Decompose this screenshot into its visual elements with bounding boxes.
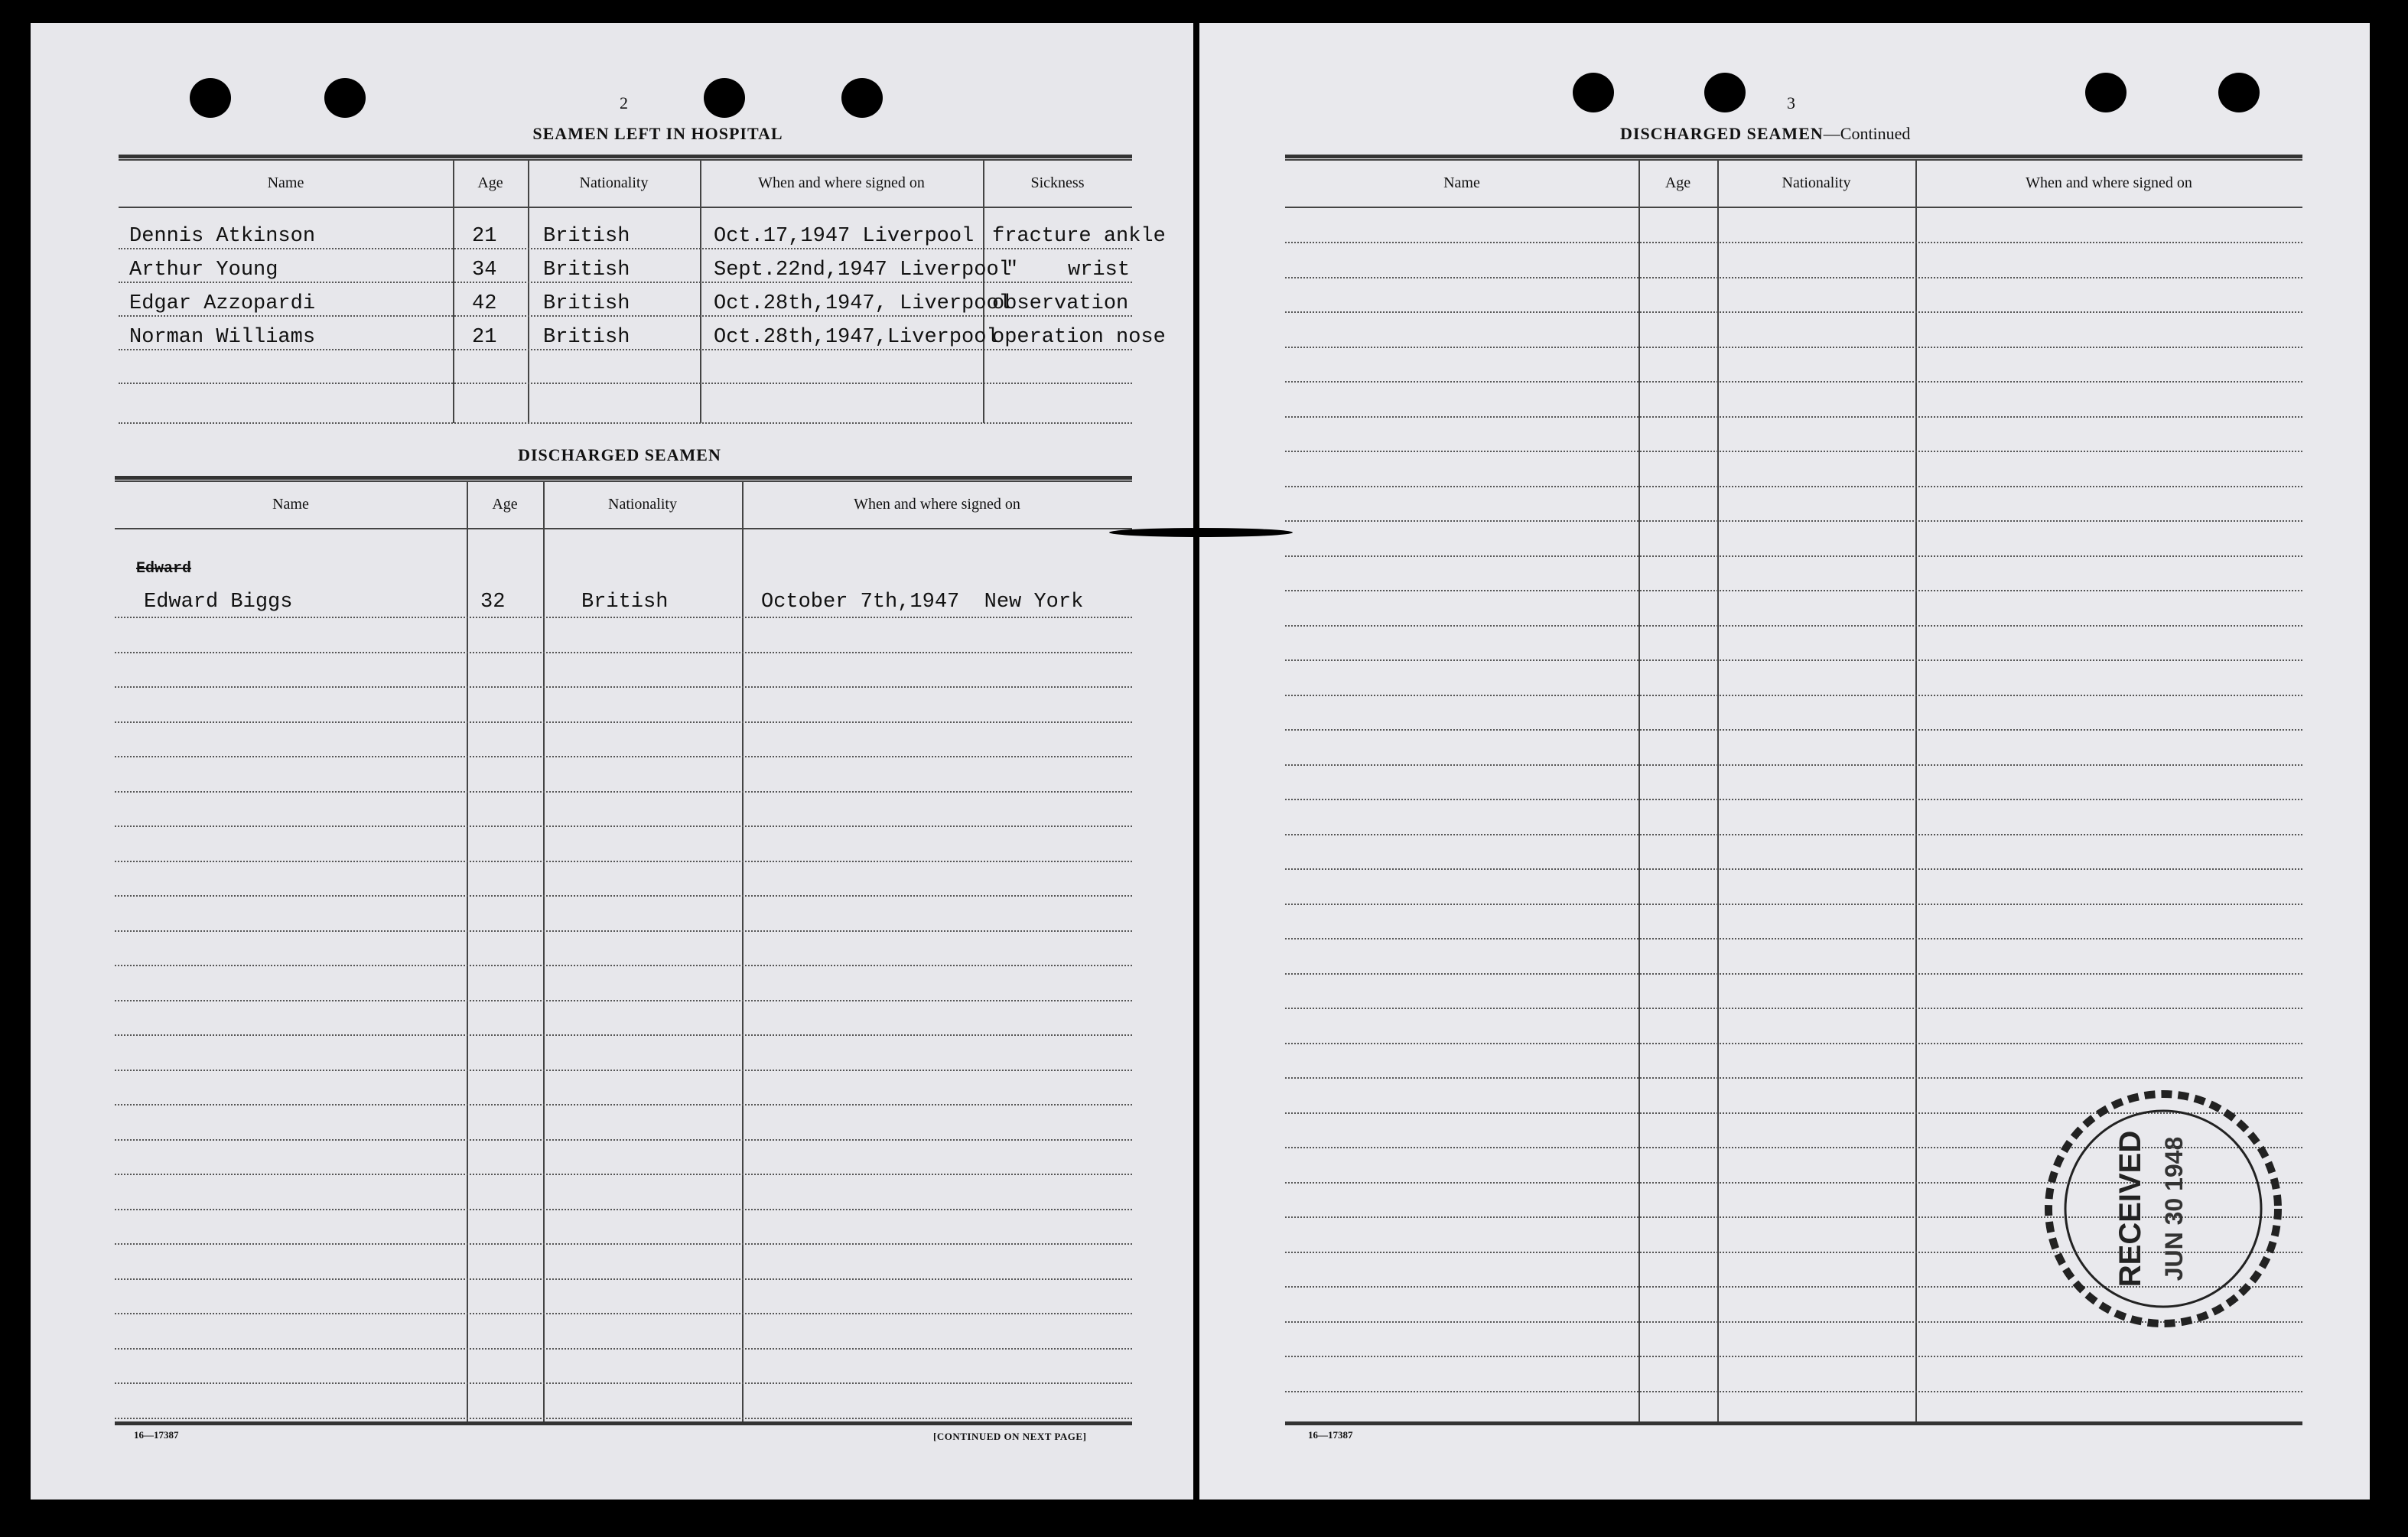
row-rule <box>1285 555 2302 557</box>
cell-sickness: fracture ankle <box>992 225 1166 248</box>
punch-hole <box>324 78 366 118</box>
cell-sickness: " wrist <box>1006 259 1131 282</box>
row-rule <box>1285 520 2302 522</box>
punch-hole <box>704 78 745 118</box>
col-header-name: Name <box>272 496 309 513</box>
row-rule <box>115 1348 1132 1350</box>
row-rule <box>115 1382 1132 1384</box>
row-rule <box>115 791 1132 793</box>
section-title-discharged: DISCHARGED SEAMEN <box>518 445 721 464</box>
stamp-received-text: RECEIVED <box>2114 1130 2147 1288</box>
row-rule <box>1285 625 2302 627</box>
left-page <box>31 23 1193 1500</box>
page-crease <box>1109 528 1293 537</box>
cell-nationality: British <box>581 591 669 614</box>
row-rule <box>1285 834 2302 835</box>
col-header-signed-on: When and where signed on <box>758 174 925 191</box>
row-rule <box>115 1070 1132 1071</box>
row-rule <box>1285 1043 2302 1044</box>
row-rule <box>1285 1008 2302 1009</box>
row-rule <box>115 686 1132 688</box>
punch-hole <box>190 78 231 118</box>
row-rule <box>115 721 1132 723</box>
section-title-hospital: SEAMEN LEFT IN HOSPITAL <box>532 124 783 143</box>
cell-nationality: British <box>543 326 630 349</box>
col-header-sickness: Sickness <box>1030 174 1085 191</box>
row-rule <box>115 965 1132 966</box>
cell-signed-on: Oct.17,1947 Liverpool <box>714 225 975 248</box>
cell-name: Arthur Young <box>129 259 278 282</box>
row-rule <box>1285 381 2302 383</box>
row-rule <box>115 617 1132 618</box>
row-rule <box>1285 904 2302 905</box>
row-rule <box>1285 277 2302 278</box>
col-header-age: Age <box>1664 174 1691 191</box>
punch-hole <box>1573 73 1614 112</box>
col-header-age: Age <box>492 496 518 513</box>
row-rule <box>1285 729 2302 731</box>
cell-signed-on: Oct.28th,1947, Liverpool <box>714 292 1011 315</box>
right-page <box>1199 23 2370 1500</box>
cell-name: Dennis Atkinson <box>129 225 316 248</box>
row-rule <box>115 861 1132 862</box>
cell-signed-on: Sept.22nd,1947 Liverpool <box>714 259 1011 282</box>
col-header-nationality: Nationality <box>1782 174 1851 191</box>
punch-hole <box>1704 73 1746 112</box>
col-header-signed-on: When and where signed on <box>2026 174 2192 191</box>
cell-nationality: British <box>543 259 630 282</box>
cell-sickness: observation <box>992 292 1129 315</box>
row-rule <box>1285 973 2302 975</box>
hospital-table <box>119 155 1166 453</box>
row-rule <box>1285 695 2302 696</box>
received-stamp <box>2041 1086 2286 1331</box>
cell-signed-on: October 7th,1947 New York <box>761 591 1084 614</box>
cell-age: 32 <box>480 591 506 614</box>
row-rule <box>115 930 1132 932</box>
row-rule <box>1285 486 2302 487</box>
section-title-suffix: —Continued <box>1823 124 1911 143</box>
row-rule <box>115 1209 1132 1210</box>
continued-note: [CONTINUED ON NEXT PAGE] <box>933 1431 1087 1442</box>
cell-sickness: operation nose <box>992 326 1166 349</box>
cell-age: 21 <box>472 326 497 349</box>
row-rule <box>1285 868 2302 870</box>
form-number: 16—17387 <box>1308 1429 1353 1441</box>
row-rule <box>115 1243 1132 1245</box>
row-rule <box>1285 347 2302 348</box>
row-rule <box>1285 590 2302 591</box>
col-header-age: Age <box>477 174 503 191</box>
col-header-nationality: Nationality <box>579 174 649 191</box>
row-rule <box>115 1418 1132 1419</box>
row-rule <box>115 1000 1132 1001</box>
cell-age: 42 <box>472 292 497 315</box>
row-rule <box>115 1034 1132 1036</box>
cell-nationality: British <box>543 292 630 315</box>
cell-name: Edgar Azzopardi <box>129 292 316 315</box>
form-number: 16—17387 <box>134 1429 179 1441</box>
discharged-table <box>115 476 1132 1425</box>
col-header-name: Name <box>267 174 304 191</box>
row-rule <box>1285 311 2302 313</box>
row-rule <box>115 895 1132 897</box>
col-header-name: Name <box>1443 174 1480 191</box>
row-rule <box>1285 659 2302 661</box>
row-rule <box>1285 451 2302 452</box>
row-rule <box>115 825 1132 827</box>
struck-text: Edward <box>136 560 192 578</box>
col-header-nationality: Nationality <box>608 496 677 513</box>
section-title-text: DISCHARGED SEAMEN <box>1620 124 1824 143</box>
col-header-signed-on: When and where signed on <box>854 496 1020 513</box>
row-rule <box>115 1313 1132 1314</box>
page-number: 3 <box>1787 93 1795 112</box>
cell-age: 21 <box>472 225 497 248</box>
row-rule <box>115 1174 1132 1175</box>
row-rule <box>1285 1391 2302 1392</box>
punch-hole <box>2085 73 2127 112</box>
row-rule <box>1285 799 2302 800</box>
section-title-discharged-continued <box>1620 124 1910 144</box>
row-rule <box>1285 242 2302 243</box>
row-rule <box>1285 1356 2302 1357</box>
cell-name: Edward Biggs <box>144 591 293 614</box>
cell-age: 34 <box>472 259 497 282</box>
punch-hole <box>2218 73 2260 112</box>
punch-hole <box>841 78 883 118</box>
row-rule <box>115 1104 1132 1106</box>
row-rule <box>1285 764 2302 766</box>
row-rule <box>1285 1077 2302 1079</box>
cell-name: Norman Williams <box>129 326 316 349</box>
row-rule <box>115 1278 1132 1280</box>
cell-signed-on: Oct.28th,1947,Liverpool <box>714 326 999 349</box>
row-rule <box>115 1139 1132 1141</box>
stamp-date-text: JUN 30 1948 <box>2160 1136 2188 1281</box>
row-rule <box>115 652 1132 653</box>
row-rule <box>1285 938 2302 939</box>
row-rule <box>115 756 1132 757</box>
page-number: 2 <box>620 93 628 112</box>
cell-nationality: British <box>543 225 630 248</box>
row-rule <box>1285 416 2302 418</box>
